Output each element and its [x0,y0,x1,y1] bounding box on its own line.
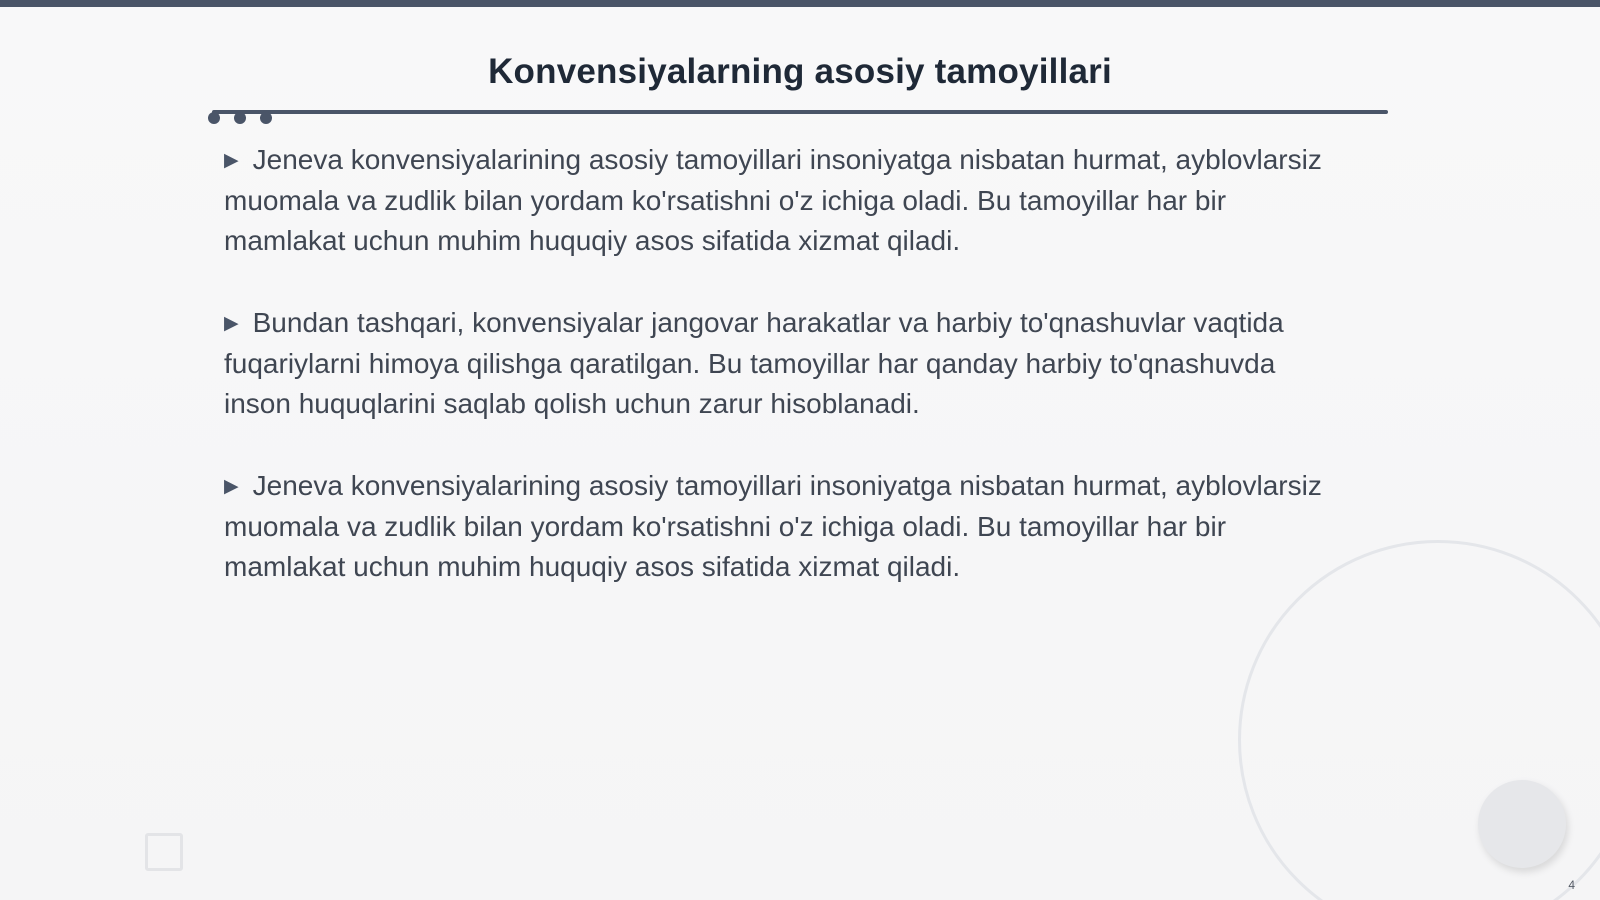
bullet-arrow-icon: ▶ [224,150,239,171]
decorative-bubble [1478,780,1566,868]
bullet-text: Jeneva konvensiyalarining asosiy tamoyillari insoniyatga nisbatan hurmat, ayblovlarsiz muomala va zudlik bilan yordam ko'rsatishni o'z ichiga oladi. Bu tamoyillar har bir mamlakat uchun muhim huquqiy asos sifatida xizmat qiladi. [224,470,1322,582]
bullet-arrow-icon: ▶ [224,476,239,497]
bullet-item [224,140,1324,261]
bullet-list [224,140,1324,629]
slide-title: Konvensiyalarning asosiy tamoyillari [488,52,1112,91]
underline-dot [234,112,246,124]
bullet-text: Bundan tashqari, konvensiyalar jangovar harakatlar va harbiy to'qnashuvlar vaqtida fuqariylarni himoya qilishga qaratilgan. Bu tamoyillar har qanday harbiy to'qnashuvda inson huquqlarini saqlab qolish uchun zarur hisoblanadi. [224,307,1284,419]
bullet-item [224,303,1324,424]
underline-dot [208,112,220,124]
page-number: 4 [1568,878,1575,892]
decorative-square [145,833,183,871]
title-underline [212,110,1388,114]
bullet-item [224,466,1324,587]
top-accent-bar [0,0,1600,7]
bullet-text: Jeneva konvensiyalarining asosiy tamoyillari insoniyatga nisbatan hurmat, ayblovlarsiz muomala va zudlik bilan yordam ko'rsatishni o'z ichiga oladi. Bu tamoyillar har bir mamlakat uchun muhim huquqiy asos sifatida xizmat qiladi. [224,144,1322,256]
bullet-arrow-icon: ▶ [224,313,239,334]
underline-dot [260,112,272,124]
